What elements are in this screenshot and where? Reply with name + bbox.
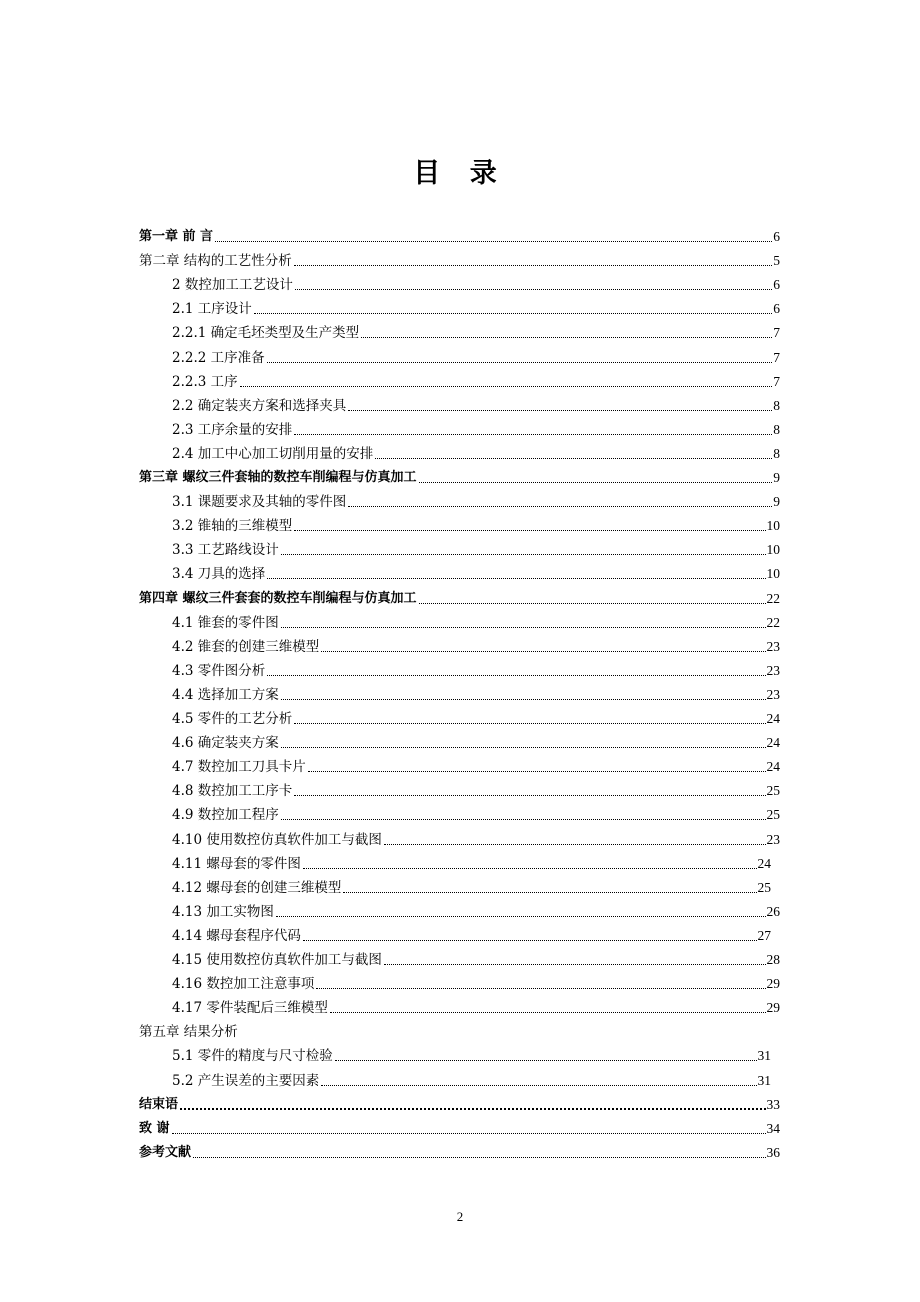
toc-entry-label: 3.1 课题要求及其轴的零件图 <box>172 494 347 511</box>
toc-entry-label: 第四章 螺纹三件套套的数控车削编程与仿真加工 <box>139 590 417 606</box>
toc-entry-label: 4.16 数控加工注意事项 <box>172 976 315 993</box>
toc-entry-page: 7 <box>773 325 780 341</box>
toc-dot-leader <box>215 228 772 242</box>
toc-entry[interactable] <box>172 272 780 294</box>
toc-entry-page: 9 <box>773 494 780 510</box>
toc-entry-page: 7 <box>773 349 780 365</box>
toc-entry[interactable] <box>172 754 780 776</box>
toc-dot-leader <box>240 373 773 387</box>
toc-entry-label: 4.3 零件图分析 <box>172 662 266 679</box>
toc-entry[interactable] <box>172 995 780 1017</box>
toc-dot-leader <box>335 1047 757 1061</box>
toc-entry-label: 2.2.2 工序准备 <box>172 349 265 366</box>
toc-entry-page: 24 <box>766 759 780 775</box>
toc-entry-label: 第一章 前 言 <box>139 229 214 244</box>
toc-entry[interactable] <box>172 441 780 463</box>
toc-entry-label: 3.3 工艺路线设计 <box>172 542 279 559</box>
toc-entry-label: 4.9 数控加工程序 <box>172 807 279 824</box>
toc-dot-leader <box>375 445 772 459</box>
toc-entry-label: 结束语 <box>139 1096 179 1112</box>
toc-dot-leader <box>316 975 765 989</box>
toc-entry-page: 28 <box>766 952 780 967</box>
toc-dot-leader <box>172 1120 766 1134</box>
toc-entry[interactable] <box>172 537 780 559</box>
toc-entry-label: 第二章 结构的工艺性分析 <box>139 253 292 270</box>
toc-dot-leader <box>294 517 765 531</box>
toc-entry[interactable] <box>172 561 780 583</box>
toc-dot-leader <box>348 493 772 507</box>
toc-entry-page: 25 <box>766 783 780 799</box>
toc-entry-label: 4.6 确定装夹方案 <box>172 735 279 752</box>
toc-entry-page: 29 <box>766 1000 780 1016</box>
toc-entry[interactable] <box>172 1068 771 1090</box>
toc-entry-page: 10 <box>766 518 780 534</box>
toc-dot-leader <box>361 324 772 338</box>
toc-entry-page: 22 <box>766 590 780 606</box>
toc-entry[interactable] <box>172 296 780 318</box>
toc-entry[interactable] <box>139 465 780 487</box>
toc-entry[interactable] <box>172 634 780 656</box>
toc-dot-leader <box>308 758 766 772</box>
toc-entry-label: 2 数控加工工艺设计 <box>172 277 293 294</box>
toc-entry-label: 3.4 刀具的选择 <box>172 566 266 583</box>
toc-dot-leader <box>281 734 766 748</box>
toc-entry[interactable] <box>172 1043 771 1065</box>
toc-dot-leader <box>303 927 757 941</box>
toc-entry[interactable] <box>172 369 780 391</box>
toc-entry-page: 5 <box>773 253 780 269</box>
toc-entry-label: 4.13 加工实物图 <box>172 903 274 920</box>
toc-entry-label: 4.15 使用数控仿真软件加工与截图 <box>172 952 382 968</box>
toc-dot-leader <box>267 565 765 579</box>
toc-entry-label: 4.11 螺母套的零件图 <box>172 855 301 872</box>
toc-entry-page: 7 <box>773 373 780 389</box>
toc-entry-label: 4.14 螺母套程序代码 <box>172 927 301 944</box>
toc-entry-label: 5.1 零件的精度与尺寸检验 <box>172 1048 333 1065</box>
toc-entry[interactable] <box>172 682 780 704</box>
toc-dot-leader <box>281 614 766 628</box>
toc-entry-page: 25 <box>757 879 771 895</box>
toc-entry[interactable] <box>172 947 780 969</box>
toc-entry-page: 26 <box>766 903 780 919</box>
toc-entry-label: 4.1 锥套的零件图 <box>172 614 279 631</box>
toc-dot-leader <box>281 686 766 700</box>
toc-entry[interactable] <box>172 923 771 945</box>
toc-dot-leader <box>254 300 772 314</box>
toc-entry-page: 36 <box>766 1144 780 1160</box>
toc-dot-leader <box>295 276 772 290</box>
toc-dot-leader <box>419 469 773 483</box>
toc-entry[interactable] <box>172 802 780 824</box>
toc-entry[interactable] <box>172 851 771 873</box>
toc-entry-label: 2.2.1 确定毛坯类型及生产类型 <box>172 325 360 342</box>
toc-entry-page: 6 <box>773 229 780 244</box>
toc-dot-leader <box>276 903 766 917</box>
toc-entry-page: 6 <box>773 277 780 293</box>
toc-entry[interactable] <box>139 1116 780 1138</box>
toc-entry[interactable] <box>172 706 780 728</box>
toc-entry-page: 29 <box>766 976 780 992</box>
toc-entry-label: 4.5 零件的工艺分析 <box>172 711 293 727</box>
toc-entry[interactable] <box>172 345 780 367</box>
toc-entry-label: 致 谢 <box>139 1120 170 1136</box>
toc-entry[interactable] <box>139 248 780 270</box>
toc-entry[interactable] <box>172 320 780 342</box>
toc-entry[interactable] <box>139 224 780 246</box>
toc-entry[interactable] <box>172 971 780 993</box>
toc-entry[interactable] <box>172 513 780 535</box>
toc-dot-leader <box>330 999 766 1013</box>
toc-entry[interactable] <box>172 393 780 415</box>
toc-entry-page: 23 <box>766 831 780 847</box>
toc-dot-leader <box>294 252 772 266</box>
toc-entry[interactable] <box>172 778 780 800</box>
toc-entry-label: 4.8 数控加工工序卡 <box>172 783 293 800</box>
toc-entry[interactable] <box>172 827 780 849</box>
toc-dot-leader <box>384 831 766 845</box>
toc-dot-leader <box>267 349 773 363</box>
toc-dot-leader <box>294 710 765 724</box>
toc-entry-page: 23 <box>766 662 780 678</box>
toc-entry-page: 6 <box>773 301 780 317</box>
toc-dot-leader <box>281 806 766 820</box>
toc-entry-label: 4.12 螺母套的创建三维模型 <box>172 879 342 896</box>
toc-dot-leader <box>303 855 757 869</box>
toc-entry-label: 参考文献 <box>139 1144 192 1160</box>
toc-entry-page: 23 <box>766 638 780 654</box>
toc-entry-page: 24 <box>766 711 780 726</box>
toc-dot-leader <box>321 1072 756 1086</box>
toc-entry-label: 2.2 确定装夹方案和选择夹具 <box>172 397 347 414</box>
toc-entry-page: 33 <box>766 1096 780 1112</box>
toc-entry-page: 31 <box>757 1072 771 1088</box>
toc-entry-page: 22 <box>766 614 780 630</box>
toc-dot-leader <box>343 879 756 893</box>
toc-entry-label: 2.3 工序余量的安排 <box>172 421 293 438</box>
toc-entry[interactable] <box>139 1019 780 1041</box>
toc-entry-page: 27 <box>757 927 771 943</box>
toc-dot-leader <box>384 951 766 965</box>
toc-entry-label: 3.2 锥轴的三维模型 <box>172 518 293 535</box>
toc-dot-leader <box>294 421 772 435</box>
toc-dot-leader <box>193 1144 765 1158</box>
toc-entry-label: 2.4 加工中心加工切削用量的安排 <box>172 445 374 462</box>
toc-dot-leader <box>294 782 765 796</box>
toc-entry[interactable] <box>172 658 780 680</box>
toc-entry-label: 4.4 选择加工方案 <box>172 686 279 703</box>
toc-entry[interactable] <box>139 586 780 608</box>
toc-entry-label: 2.1 工序设计 <box>172 301 252 318</box>
toc-entry-label: 2.2.3 工序 <box>172 373 238 390</box>
toc-dot-leader <box>321 638 765 652</box>
toc-entry-page: 24 <box>766 735 780 751</box>
toc-entry[interactable] <box>172 610 780 632</box>
toc-entry[interactable] <box>172 417 780 439</box>
toc-entry-label: 5.2 产生误差的主要因素 <box>172 1072 320 1089</box>
toc-entry-page: 10 <box>766 566 780 582</box>
toc-entry[interactable] <box>172 730 780 752</box>
toc-entry-label: 4.7 数控加工刀具卡片 <box>172 759 306 776</box>
toc-entry-label: 第五章 结果分析 <box>139 1024 238 1041</box>
toc-entry-page: 23 <box>766 686 780 702</box>
toc-entry-page: 31 <box>757 1048 771 1064</box>
toc-entry-page: 8 <box>773 421 780 437</box>
toc-entry[interactable] <box>172 875 771 897</box>
toc-entry[interactable] <box>139 1092 780 1114</box>
toc-entry-label: 第三章 螺纹三件套轴的数控车削编程与仿真加工 <box>139 470 417 485</box>
toc-entry[interactable] <box>172 899 780 921</box>
toc-entry-page: 10 <box>766 542 780 558</box>
toc-entry[interactable] <box>172 489 780 511</box>
toc-dot-leader <box>419 590 766 604</box>
toc-dot-leader <box>267 662 765 676</box>
page-number: 2 <box>456 1209 464 1224</box>
toc-entry-page: 25 <box>766 807 780 823</box>
toc-entry-page: 8 <box>773 445 780 461</box>
toc-dot-leader <box>348 397 772 411</box>
toc-entry-label: 4.2 锥套的创建三维模型 <box>172 638 320 655</box>
toc-entry-page: 34 <box>766 1120 780 1136</box>
toc-dot-leader <box>281 541 766 555</box>
toc-entry-label: 4.17 零件装配后三维模型 <box>172 1000 328 1017</box>
toc-entry-page: 8 <box>773 397 780 413</box>
toc-entry-page: 9 <box>773 470 780 485</box>
toc-entry-page: 24 <box>757 855 771 871</box>
toc-entry[interactable] <box>139 1140 780 1162</box>
toc-dot-leader <box>180 1095 765 1110</box>
toc-entry-label: 4.10 使用数控仿真软件加工与截图 <box>172 831 382 848</box>
page-title: 目 录 <box>413 158 507 189</box>
